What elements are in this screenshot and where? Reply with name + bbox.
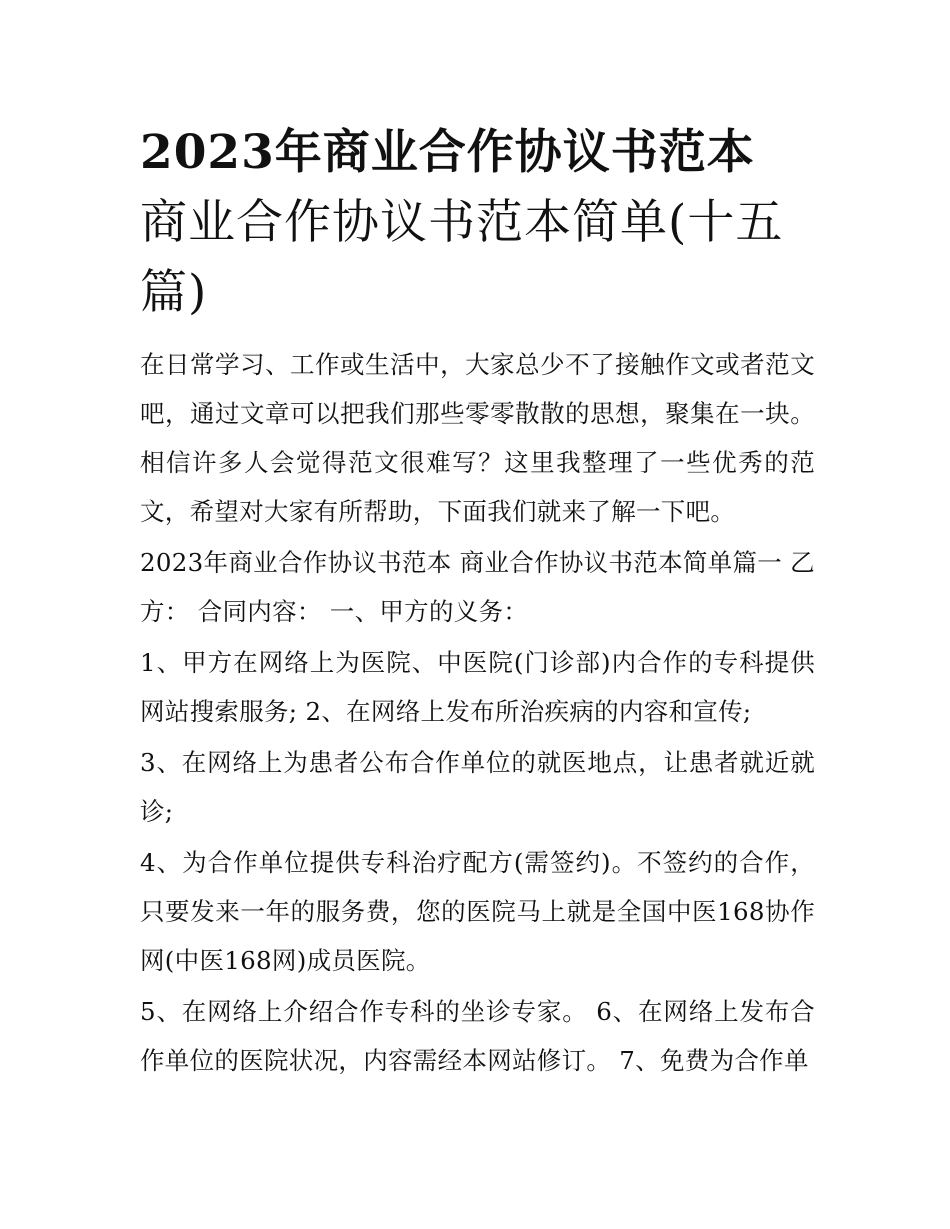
document-page	[140, 118, 815, 1087]
document-title: 2023年商业合作协议书范本	[140, 125, 755, 180]
clause-paragraph: 1、甲方在网络上为医院、中医院(门诊部)内合作的专科提供网站搜索服务; 2、在网络上发布所治疾病的内容和宣传;	[140, 648, 815, 726]
clause-paragraph: 5、在网络上介绍合作专科的坐诊专家。 6、在网络上发布合作单位的医院状况，内容需经本网站修订。 7、免费为合作单	[140, 997, 815, 1075]
clause-paragraph: 3、在网络上为患者公布合作单位的就医地点，让患者就近就诊;	[140, 748, 815, 826]
clause-paragraph: 4、为合作单位提供专科治疗配方(需签约)。不签约的合作，只要发来一年的服务费，您的医院马上就是全国中医168协作网(中医168网)成员医院。	[140, 848, 815, 975]
contract-heading-paragraph: 2023年商业合作协议书范本 商业合作协议书范本简单篇一 乙方： 合同内容： 一、甲方的义务：	[140, 548, 815, 626]
document-subtitle: 商业合作协议书范本简单(十五篇)	[140, 195, 784, 320]
intro-paragraph: 在日常学习、工作或生活中，大家总少不了接触作文或者范文吧，通过文章可以把我们那些零零散散的思想，聚集在一块。相信许多人会觉得范文很难写？这里我整理了一些优秀的范文，希望对大家有所帮助，下面我们就来了解一下吧。	[140, 350, 815, 526]
